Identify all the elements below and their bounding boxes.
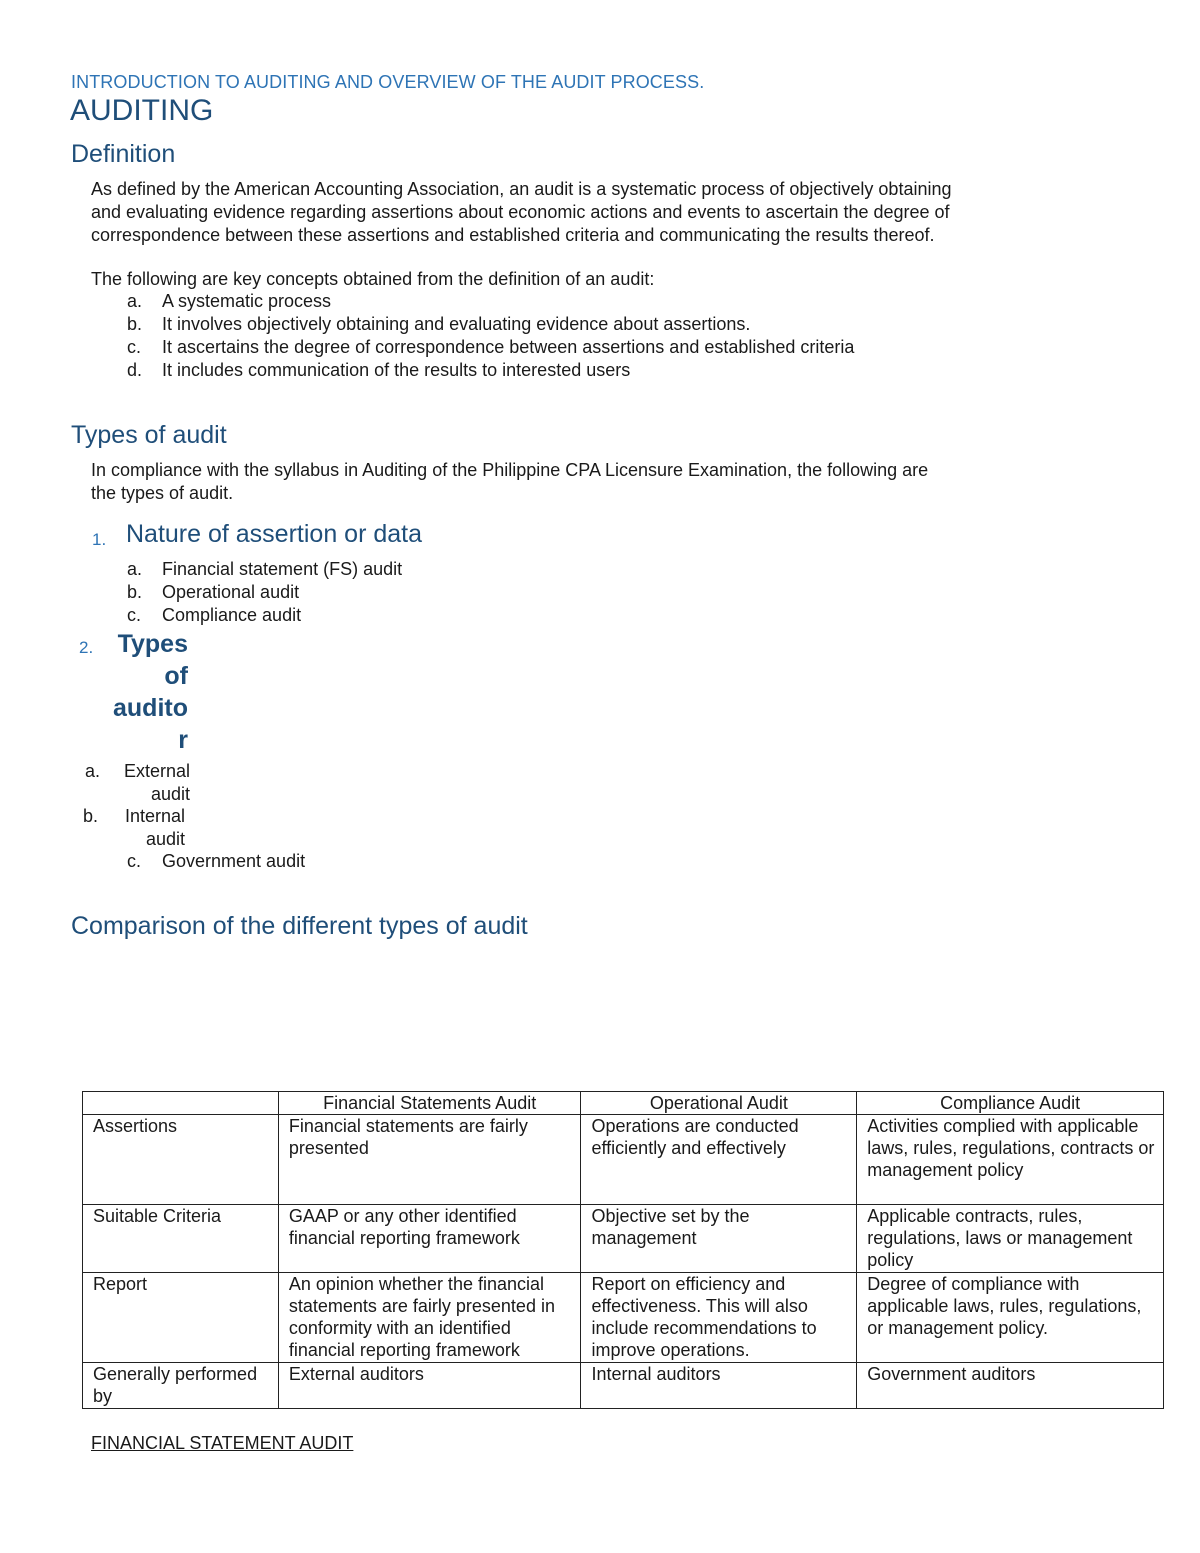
list-item bbox=[127, 558, 402, 581]
row-label: Suitable Criteria bbox=[83, 1205, 279, 1273]
table-cell: An opinion whether the financial statements are fairly presented in conformity with an identified financial reporting framework bbox=[278, 1273, 581, 1363]
key-concepts-intro: The following are key concepts obtained from the definition of an audit: bbox=[91, 269, 655, 289]
list-item bbox=[127, 290, 854, 313]
course-title: INTRODUCTION TO AUDITING AND OVERVIEW OF THE AUDIT PROCESS. bbox=[71, 72, 705, 92]
table-cell: Degree of compliance with applicable laws, rules, regulations, or management policy. bbox=[857, 1273, 1164, 1363]
table-cell: Financial statements are fairly presented bbox=[278, 1115, 581, 1205]
list-text: A systematic process bbox=[162, 291, 332, 311]
section1-list bbox=[127, 558, 402, 627]
definition-line: As defined by the American Accounting Association, an audit is a systematic process of objectively obtaining bbox=[91, 179, 952, 199]
table-cell: GAAP or any other identified financial reporting framework bbox=[278, 1205, 581, 1273]
list-text: Operational audit bbox=[162, 582, 300, 602]
list-text: It involves objectively obtaining and evaluating evidence about assertions. bbox=[162, 314, 751, 334]
list-text: It ascertains the degree of correspondence between assertions and established criteria bbox=[162, 337, 855, 357]
section-title-line: r bbox=[178, 726, 188, 754]
list-marker: d. bbox=[127, 360, 143, 380]
table-header-cell: Compliance Audit bbox=[857, 1092, 1164, 1115]
table-cell: Objective set by the management bbox=[581, 1205, 857, 1273]
section2-item-c bbox=[127, 850, 305, 873]
row-label: Report bbox=[83, 1273, 279, 1363]
types-intro bbox=[91, 459, 928, 505]
list-text bbox=[118, 805, 185, 851]
types-intro-line: the types of audit. bbox=[91, 483, 234, 503]
list-marker: b. bbox=[127, 582, 143, 602]
list-item bbox=[127, 359, 854, 382]
table-cell: Government auditors bbox=[857, 1363, 1164, 1409]
section-title: Nature of assertion or data bbox=[126, 520, 422, 548]
table-cell: Internal auditors bbox=[581, 1363, 857, 1409]
list-item bbox=[127, 313, 854, 336]
row-label: Generally performed by bbox=[83, 1363, 279, 1409]
list-text-line: Internal bbox=[124, 806, 185, 826]
table-row bbox=[83, 1205, 1164, 1273]
key-concepts-list bbox=[127, 290, 854, 382]
definition-paragraph bbox=[91, 178, 951, 247]
comparison-table bbox=[82, 1091, 1164, 1409]
list-marker: c. bbox=[127, 851, 142, 871]
list-item bbox=[127, 336, 854, 359]
list-marker: a. bbox=[127, 291, 143, 311]
table-row bbox=[83, 1363, 1164, 1409]
list-text: Compliance audit bbox=[162, 605, 302, 625]
types-intro-line: In compliance with the syllabus in Auditing of the Philippine CPA Licensure Examination, the following are bbox=[91, 460, 929, 480]
list-text: Government audit bbox=[162, 851, 306, 871]
list-marker: c. bbox=[127, 337, 142, 357]
types-heading: Types of audit bbox=[71, 421, 227, 449]
list-text: It includes communication of the results to interested users bbox=[162, 360, 631, 380]
list-item bbox=[127, 850, 305, 873]
table-header-cell: Operational Audit bbox=[581, 1092, 857, 1115]
section-title bbox=[112, 628, 188, 756]
section-title-line: audito bbox=[113, 694, 188, 722]
list-text bbox=[118, 760, 190, 806]
list-marker: b. bbox=[83, 806, 99, 826]
table-header-cell: Financial Statements Audit bbox=[278, 1092, 581, 1115]
section-title-line: of bbox=[164, 662, 188, 690]
list-item bbox=[127, 604, 402, 627]
section-title-line: Types bbox=[117, 630, 188, 658]
table-cell: External auditors bbox=[278, 1363, 581, 1409]
list-marker: b. bbox=[127, 314, 143, 334]
table-header-row bbox=[83, 1092, 1164, 1115]
section-number: 1. bbox=[92, 530, 107, 549]
list-marker: a. bbox=[127, 559, 143, 579]
list-text-line: External bbox=[123, 761, 190, 781]
page-title: AUDITING bbox=[70, 94, 214, 127]
definition-heading: Definition bbox=[71, 140, 176, 168]
table-cell: Operations are conducted efficiently and effectively bbox=[581, 1115, 857, 1205]
section-number: 2. bbox=[79, 638, 94, 657]
list-marker: a. bbox=[85, 761, 101, 781]
table-cell: Activities complied with applicable laws, rules, regulations, contracts or management policy bbox=[857, 1115, 1164, 1205]
list-text-line: audit bbox=[150, 784, 190, 804]
table-row bbox=[83, 1273, 1164, 1363]
comparison-heading: Comparison of the different types of audit bbox=[71, 912, 528, 940]
list-text: Financial statement (FS) audit bbox=[162, 559, 403, 579]
table-cell: Report on efficiency and effectiveness. This will also include recommendations to improve operations. bbox=[581, 1273, 857, 1363]
definition-line: and evaluating evidence regarding assertions about economic actions and events to ascertain the degree of bbox=[91, 202, 950, 222]
table-header-cell bbox=[83, 1092, 279, 1115]
list-item bbox=[127, 581, 402, 604]
definition-line: correspondence between these assertions and established criteria and communicating the results thereof. bbox=[91, 225, 935, 245]
table-cell: Applicable contracts, rules, regulations, laws or management policy bbox=[857, 1205, 1164, 1273]
list-marker: c. bbox=[127, 605, 142, 625]
table-row bbox=[83, 1115, 1164, 1205]
next-section-heading: FINANCIAL STATEMENT AUDIT bbox=[91, 1433, 354, 1453]
list-text-line: audit bbox=[145, 829, 185, 849]
row-label: Assertions bbox=[83, 1115, 279, 1205]
